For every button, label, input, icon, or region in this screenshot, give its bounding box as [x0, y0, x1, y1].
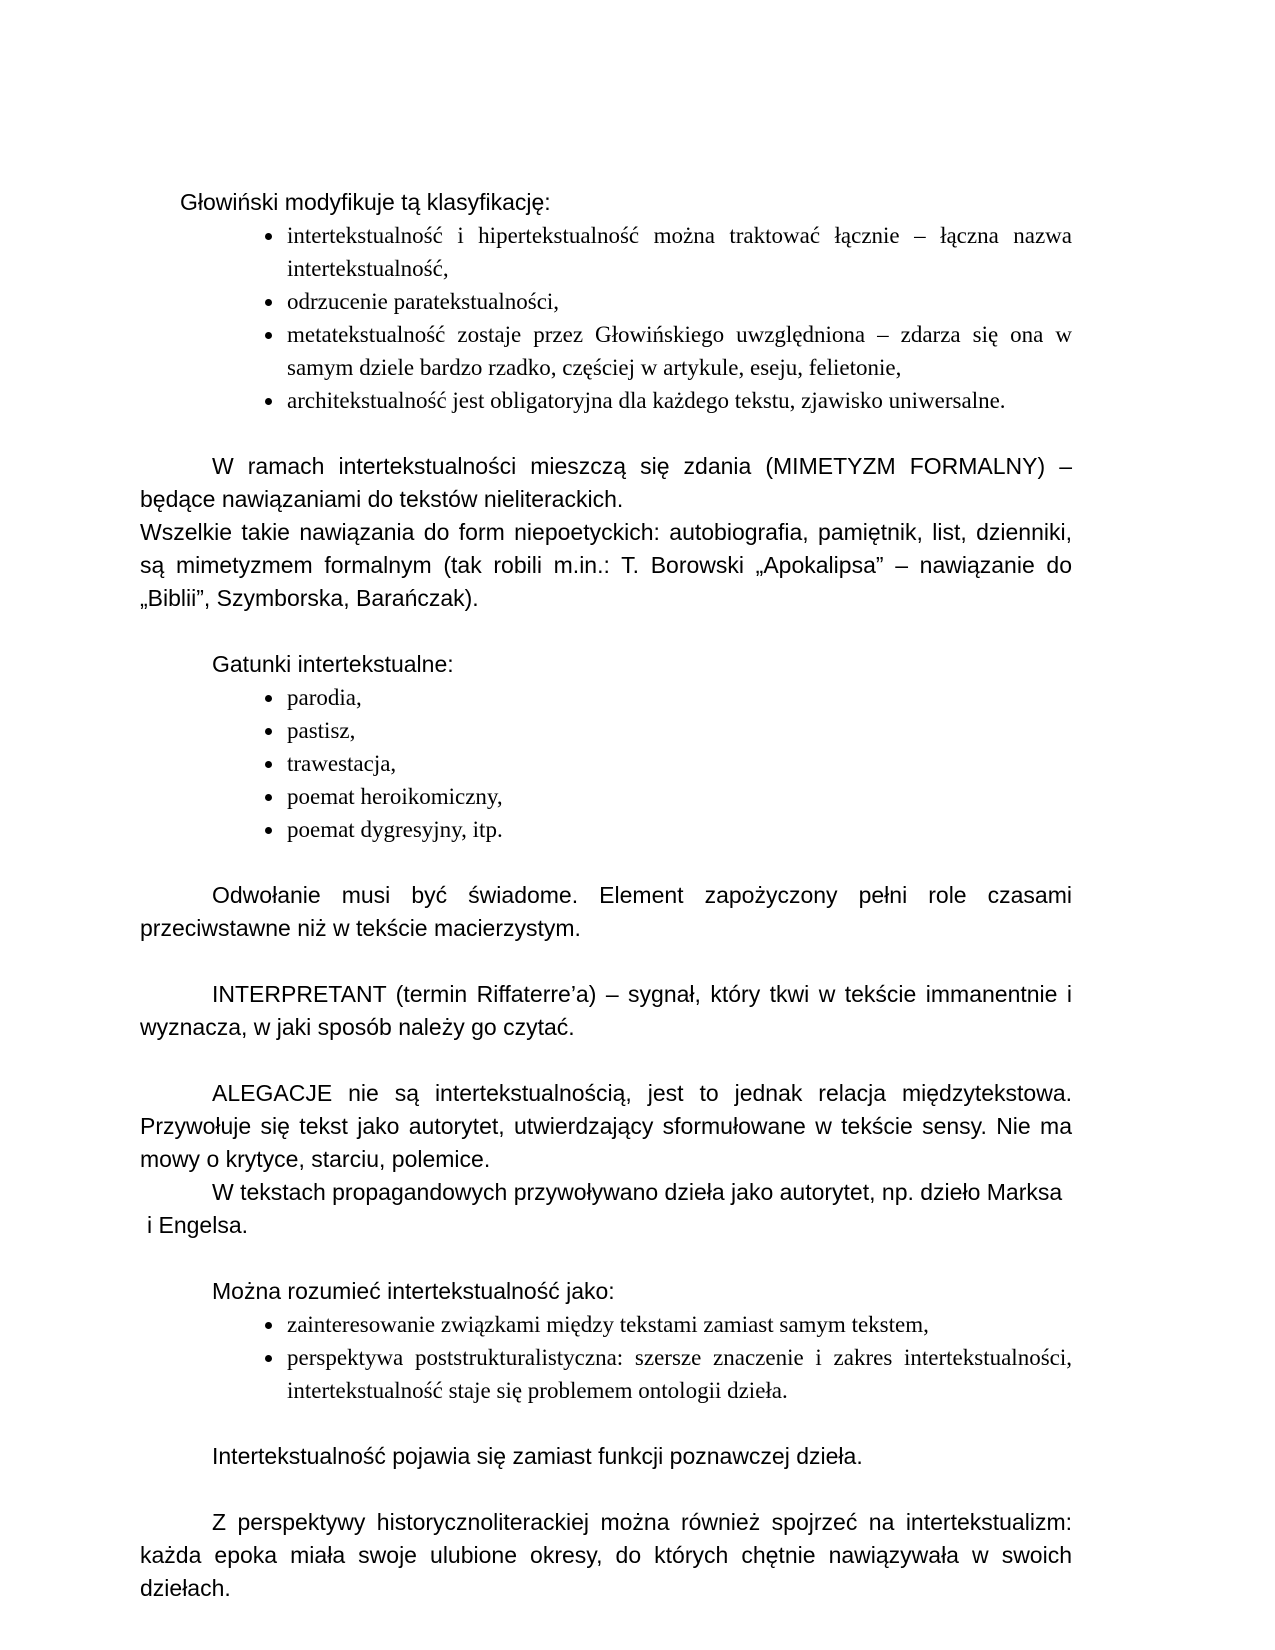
paragraph-glowinski-intro: Głowiński modyfikuje tą klasyfikację: — [180, 189, 551, 215]
paragraph-gatunki-heading: Gatunki intertekstualne: — [212, 651, 454, 677]
paragraph-mimetyzm-formalny: W ramach intertekstualności mieszczą się zdania (MIMETYZM FORMALNY) – będące nawiązaniami do tekstów nieliterackich. — [140, 453, 1072, 512]
list-item: • poemat heroikomiczny, — [285, 780, 1072, 813]
list-item: • poemat dygresyjny, itp. — [285, 813, 1072, 846]
list-item: • odrzucenie paratekstualności, — [285, 285, 1072, 318]
paragraph-funkcja-poznawcza: Intertekstualność pojawia się zamiast funkcji poznawczej dzieła. — [212, 1443, 863, 1469]
paragraph-wszelkie-nawiazania: Wszelkie takie nawiązania do form niepoetyckich: autobiografia, pamiętnik, list, dzienniki, są mimetyzmem formalnym (tak robili m.in.: T. Borowski „Apokalipsa” – nawiązanie do „Biblii”, Szymborska, Barańczak). — [140, 519, 1072, 611]
document-content — [140, 186, 1072, 1605]
paragraph-i-engelsa: i Engelsa. — [147, 1212, 249, 1238]
list-item: • perspektywa poststrukturalistyczna: szersze znaczenie i zakres intertekstualności, intertekstualność staje się problemem ontologii dzieła. — [285, 1341, 1072, 1407]
list-item: • architekstualność jest obligatoryjna dla każdego tekstu, zjawisko uniwersalne. — [285, 384, 1072, 417]
paragraph-perspektywa-historyczna: Z perspektywy historycznoliterackiej można również spojrzeć na intertekstualizm: każda epoka miała swoje ulubione okresy, do których chętnie nawiązywała w swoich dziełach. — [140, 1509, 1072, 1601]
paragraph-interpretant: INTERPRETANT (termin Riffaterre’a) – sygnał, który tkwi w tekście immanentnie i wyznacza, w jaki sposób należy go czytać. — [140, 981, 1072, 1040]
paragraph-alegacje: ALEGACJE nie są intertekstualnością, jest to jednak relacja międzytekstowa. Przywołuje się tekst jako autorytet, utwierdzający sformułowane w tekście sensy. Nie ma mowy o krytyce, starciu, polemice. — [140, 1080, 1072, 1172]
bullet-list-klasyfikacja — [140, 219, 1072, 417]
paragraph-odwolanie: Odwołanie musi być świadome. Element zapożyczony pełni role czasami przeciwstawne niż w tekście macierzystym. — [140, 882, 1072, 941]
bullet-list-gatunki — [140, 681, 1072, 846]
list-item: • metatekstualność zostaje przez Głowińskiego uwzględniona – zdarza się ona w samym dziele bardzo rzadko, częściej w artykule, eseju, felietonie, — [285, 318, 1072, 384]
paragraph-teksty-propagandowe: W tekstach propagandowych przywoływano dzieła jako autorytet, np. dzieło Marksa — [212, 1179, 1063, 1205]
list-item: • pastisz, — [285, 714, 1072, 747]
list-item: • intertekstualność i hipertekstualność można traktować łącznie – łączna nazwa intertekstualność, — [285, 219, 1072, 285]
list-item: • zainteresowanie związkami między tekstami zamiast samym tekstem, — [285, 1308, 1072, 1341]
bullet-list-rozumienie — [140, 1308, 1072, 1407]
list-item: • parodia, — [285, 681, 1072, 714]
paragraph-mozna-rozumiec-heading: Można rozumieć intertekstualność jako: — [212, 1278, 615, 1304]
list-item: • trawestacja, — [285, 747, 1072, 780]
